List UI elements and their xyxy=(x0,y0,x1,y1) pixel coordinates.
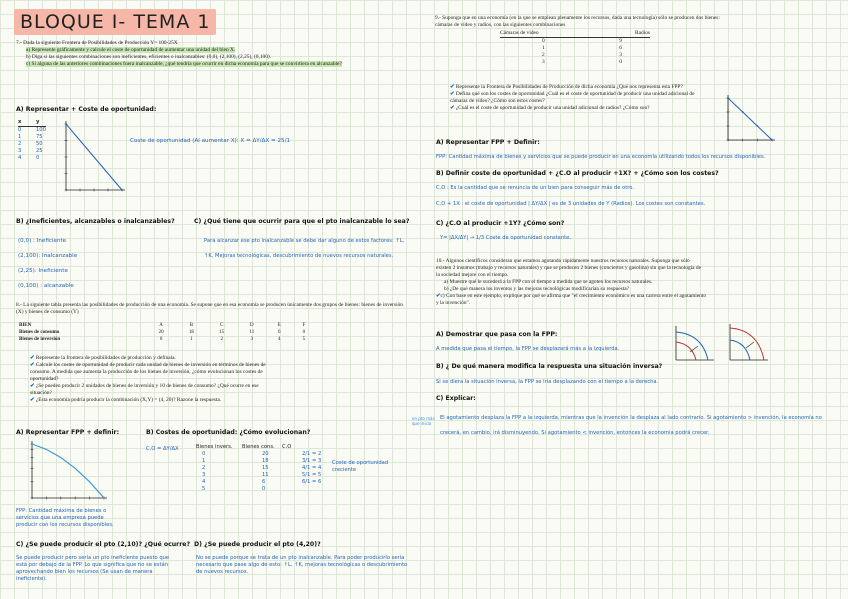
ex8-questions xyxy=(30,355,280,404)
title-bloque: BLOQUE I xyxy=(20,11,119,33)
list-item: (2,100): Inalcanzable xyxy=(18,253,78,259)
ex8-co-table xyxy=(196,444,321,493)
table-row: 4 6 6/1 = 6 xyxy=(202,479,322,485)
series-line xyxy=(66,124,122,190)
table-row: 0 20 2/1 = 2 xyxy=(202,451,322,457)
table-row: 3 11 5/1 = 5 xyxy=(202,472,322,478)
ex8-fpp-def: FPP: Cantidad máxima de bienes o servicios que una empresa puede producir con los recursos disponibles. xyxy=(16,508,114,528)
ex7-statement xyxy=(16,40,411,68)
ex9-a-text: FPP: Cantidad máxima de bienes y servicios que se puede producir en una economía utilizando todos los recursos disponibles. xyxy=(436,154,766,160)
list-item: ✔ ¿Esta economía podría producir la combinación (X,Y) = (4, 20)? Razone la respuesta. xyxy=(30,397,222,403)
ex9-a-header: A) Representar FPP + Definir: xyxy=(436,139,540,146)
ex10-b-text: Si se diera la situación inversa, la FPP se iría desplazando con el tiempo a la derecha. xyxy=(436,379,659,385)
table-row: 1 6 xyxy=(542,45,622,51)
ex9-c-header: C) ¿C.O al producir +1Y? ¿Cómo son? xyxy=(436,220,565,227)
ex8-heading: 8.- La siguiente tabla presenta las posibilidades de producción de una economía. Se supone que en esa economía se producen únicamente dos grupos de bienes: bienes de inversión (X) y bienes de consumo (Y) xyxy=(16,302,403,315)
ex7-xy-table: x y 0 100 1 75 2 50 3 25 4 0 xyxy=(18,119,46,161)
table-row: 0 9 xyxy=(542,38,622,44)
table-row: Bienes de inversión 0 1 2 3 4 5 xyxy=(19,337,306,342)
ex10-a-header: A) Demostrar que pasa con la FPP: xyxy=(436,331,558,338)
title-tema: - TEMA 1 xyxy=(118,11,211,33)
ex8-c-text: Se puede producir pero sería un pto ineficiente puesto que está por debajo de la FPP. Lo que significa que no se están aprovechando bien los recursos (Se usan de manera ineficiente). xyxy=(16,555,170,582)
ex10-side-note: en pto más que inicio xyxy=(412,416,435,426)
ex7-b-list xyxy=(18,234,77,294)
table-row: 5 0 xyxy=(202,486,266,492)
ex7-q-b: b) Diga si las siguientes combinaciones son ineficientes, eficientes o inalcanzables: (0,0), (2,100), (2,25), (0,100). xyxy=(26,54,272,60)
table-header: BIEN A B C D E F xyxy=(19,323,306,328)
ex7-q-a: a) Represente gráficamente y calcule el coste de oportunidad de aumentar una unidad del bien X. xyxy=(26,47,236,53)
ex10-b-header: B) ¿ De qué manera modifica la respuesta una situación inversa? xyxy=(436,363,663,370)
table-row: 2 3 xyxy=(542,52,622,58)
ex8-d-text: No se puede porque se trata de un pto inalcanzable. Para poder producirlo sería necesario que pase algo de esto: ↑L, ↑K, mejoras tecnológicas o descubrimiento de nuevos recursos. xyxy=(196,555,408,575)
ex10-a-text: A medida que pasa el tiempo, la FPP se desplazará más a la izquierda. xyxy=(436,346,620,352)
series-line xyxy=(728,98,772,140)
series-line xyxy=(32,444,104,498)
ex10-c-header: C) Explicar: xyxy=(436,395,476,402)
ex9-c-text: Y= |ΔX/ΔY| → 1/3 Coste de oportunidad constante. xyxy=(440,235,572,241)
list-item: ✔ ¿Cuál es el coste de oportunidad de producir una unidad adicional de radios? ¿Cómo son? xyxy=(450,105,650,111)
ex9-b-l1: C.O : Es la cantidad que se renuncia de un bien para conseguir más de otro. xyxy=(436,185,635,191)
data-point xyxy=(771,139,773,141)
ex7-heading: 7.- Dada la siguiente Frontera de Posibilidades de Producción Y= 100-25X xyxy=(16,40,178,46)
ex8-co-formula: C.O = ΔY/ΔX xyxy=(146,446,179,452)
ex9-b-header: B) Definir coste de oportunidad + ¿C.O al producir +1X? + ¿Cómo son los costes? xyxy=(436,170,719,177)
table-row: 1 18 3/1 = 3 xyxy=(202,458,322,464)
list-item: (0,0) : Ineficiente xyxy=(18,238,67,244)
ex10-q-b: b) ¿De qué manera los inventos y las mejoras tecnológicas modificarían su respuesta? xyxy=(444,286,630,292)
ex8-co-note: Coste de oportunidad creciente xyxy=(332,460,389,473)
ex10-q-a: a) Muestre qué le sucederá a la FPP con el tiempo a medida que se agoten los recursos naturales. xyxy=(444,279,653,285)
ex8-c-header: C) ¿Se puede producir el pto (2,10)? ¿Qué ocurre? xyxy=(16,541,191,548)
ex10-q-c: ✔c) Con base en este ejemplo, explique por qué se afirma que "el crecimiento económico es una carrera entre el agotamiento y la invención". xyxy=(436,293,707,306)
ex7-b-header: B) ¿Ineficientes, alcanzables o inalcanzables? xyxy=(16,218,175,225)
ex8-d-header: D) ¿Se puede producir el pto (4,20)? xyxy=(194,541,321,548)
table-header: Cámaras de vídeo Radios xyxy=(500,30,650,36)
data-point xyxy=(742,111,744,113)
data-point xyxy=(756,125,758,127)
table-row: 3 0 xyxy=(542,59,622,65)
ex9-fpp-chart xyxy=(722,92,778,146)
ex7-fpp-chart xyxy=(58,118,128,198)
ex7-a-header: A) Representar + Coste de oportunidad: xyxy=(16,106,157,113)
list-item: (2,25): Ineficiente xyxy=(18,268,68,274)
ex10-fpp-shift-left-chart xyxy=(670,322,718,364)
ex10-heading: 10.- Algunos científicos consideran que estamos agotando rápidamente nuestros recursos naturales. Suponga que sólo existen 2 insumos (trabajo y recursos naturales) y que se producen 2 bienes (conciertos y gasolina) sin que la tecnología de la sociedad mejore con el tiempo. xyxy=(436,258,701,278)
ex7-q-c: c) Si alguna de las anteriores combinaciones fuera inalcanzable, ¿qué tendría que ocurrir en dicha economía para que se convirtiera en alcanzable? xyxy=(26,61,342,67)
ex7-c-header: C) ¿Qué tiene que ocurrir para que el pto inalcanzable lo sea? xyxy=(194,218,410,225)
list-item: ✔ Calcule los costes de oportunidad de producir cada unidad de bienes de inversión en términos de bienes de consumo. A medida que aumenta la producción de los bienes de inversión, ¿cómo evolucionan los costes de oportunidad? xyxy=(30,362,266,382)
ex7-cost-text: Coste de oportunidad (Al aumentar X): X = ΔY/ΔX = 25/1 xyxy=(130,138,291,144)
list-item: ✔ Represente la Frontera de Posibilidades de Producción de dicha economía ¿Qué nos representa esta FPP? xyxy=(450,84,683,90)
table-row: 2 15 4/1 = 4 xyxy=(202,465,322,471)
page-title xyxy=(14,9,216,35)
ex8-b-header: B) Costes de oportunidad: ¿Cómo evolucionan? xyxy=(146,429,311,436)
ex9-b-l2: C.O + 1X : el coste de oportunidad | ΔY/ΔX | es de 3 unidades de Y (Radios). Los costes son constantes. xyxy=(436,201,706,207)
ex10-statement xyxy=(436,258,706,307)
list-item: ✔ ¿Se pueden producir 2 unidades de bienes de inversión y 10 de bienes de consumo? ¿Qué ocurre en ese situación? xyxy=(30,383,259,396)
ex10-c-text: El agotamiento desplaza la FPP a la izquierda, mientras que la invención la desplaza al lado contrario. Si agotamiento > invención, la economía no crecerá, en cambio, irá disminuyendo. Si agotamiento < invención, entonces la economía podrá crecer. xyxy=(440,415,822,436)
ex8-table xyxy=(16,322,316,343)
ex9-heading: 9.- Suponga que en una economía (en la que se emplean plenamente los recursos, dada una tecnología) sólo se producen dos bienes: cámaras de vídeo y radios, con las siguientes combinaciones xyxy=(435,15,720,28)
table-header: Bienes invers. Bienes cons. C.O xyxy=(196,444,292,450)
list-item: ✔ Defina qué son los costes de oportunidad ¿Cuál es el coste de oportunidad de producir una unidad adicional de cámaras de vídeo? ¿Cómo son estos costes? xyxy=(450,91,695,104)
list-item: ✔ Represente la frontera de posibilidades de producción y defínala. xyxy=(30,355,176,361)
list-item: (0,100) : alcanzable xyxy=(18,283,74,289)
ex7-c-text: Para alcanzar ese pto inalcanzable se debe dar alguno de estos factores: ↑L, ↑K, Mejoras tecnológicas, descubrimiento de nuevos recursos naturales. xyxy=(204,238,405,259)
ex10-fpp-shift-right-chart xyxy=(724,320,772,364)
ex8-fpp-chart xyxy=(24,438,112,506)
table-row: Bienes de consumo 20 18 15 11 6 0 xyxy=(19,330,306,335)
ex9-questions xyxy=(450,84,705,112)
data-point xyxy=(727,97,729,99)
ex9-table xyxy=(500,30,650,66)
ex8-a-header: A) Representar FPP + definir: xyxy=(16,429,120,436)
